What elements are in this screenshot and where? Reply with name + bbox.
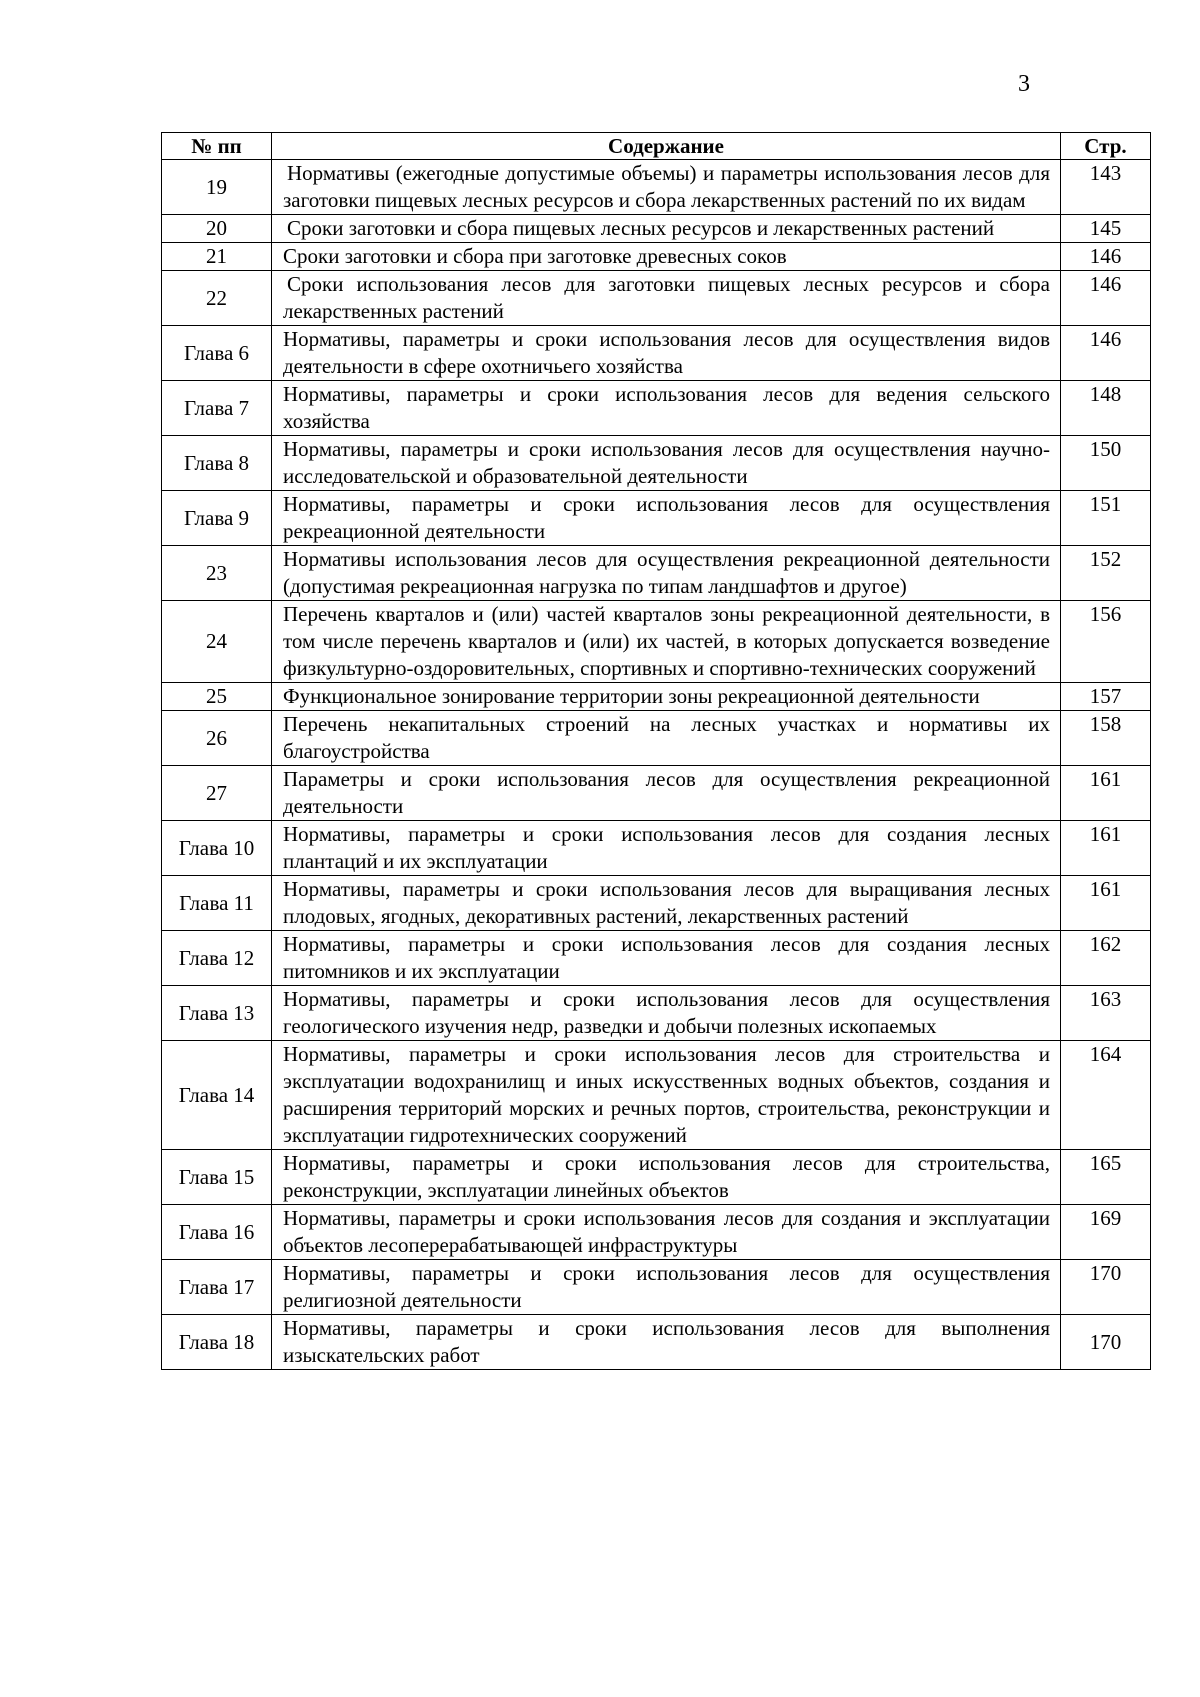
contents-table <box>161 132 1151 1370</box>
table-row <box>162 1315 1151 1370</box>
row-content: Нормативы, параметры и сроки использования лесов для создания лесных питомников и их эксплуатации <box>272 931 1061 986</box>
table-row <box>162 766 1151 821</box>
row-page: 148 <box>1061 381 1151 436</box>
row-content: Перечень кварталов и (или) частей кварталов зоны рекреационной деятельности, в том числе перечень кварталов и (или) их частей, в которых допускается возведение физкультурно-оздоровительных, спортивных и спортивно-технических сооружений <box>272 601 1061 683</box>
row-page: 162 <box>1061 931 1151 986</box>
row-page: 145 <box>1061 215 1151 243</box>
row-num: Глава 11 <box>162 876 272 931</box>
row-num: 26 <box>162 711 272 766</box>
row-content: Нормативы, параметры и сроки использования лесов для осуществления геологического изучения недр, разведки и добычи полезных ископаемых <box>272 986 1061 1041</box>
row-page: 161 <box>1061 766 1151 821</box>
row-num: Глава 14 <box>162 1041 272 1150</box>
row-num: Глава 10 <box>162 821 272 876</box>
row-page: 150 <box>1061 436 1151 491</box>
row-num: Глава 15 <box>162 1150 272 1205</box>
table-row <box>162 683 1151 711</box>
row-content: Нормативы, параметры и сроки использования лесов для выполнения изыскательских работ <box>272 1315 1061 1370</box>
table-row <box>162 160 1151 215</box>
row-content: Сроки заготовки и сбора пищевых лесных ресурсов и лекарственных растений <box>272 215 1061 243</box>
row-content: Нормативы использования лесов для осуществления рекреационной деятельности (допустимая рекреационная нагрузка по типам ландшафтов и другое) <box>272 546 1061 601</box>
row-page: 146 <box>1061 326 1151 381</box>
row-content: Нормативы, параметры и сроки использования лесов для строительства, реконструкции, эксплуатации линейных объектов <box>272 1150 1061 1205</box>
table-row <box>162 876 1151 931</box>
row-num: 25 <box>162 683 272 711</box>
row-page: 143 <box>1061 160 1151 215</box>
row-num: Глава 12 <box>162 931 272 986</box>
table-row <box>162 821 1151 876</box>
row-num: 24 <box>162 601 272 683</box>
table-row <box>162 1260 1151 1315</box>
row-content: Нормативы (ежегодные допустимые объемы) и параметры использования лесов для заготовки пищевых лесных ресурсов и сбора лекарственных растений по их видам <box>272 160 1061 215</box>
row-num: Глава 6 <box>162 326 272 381</box>
row-page: 156 <box>1061 601 1151 683</box>
header-num: № пп <box>162 133 272 160</box>
row-content: Сроки использования лесов для заготовки пищевых лесных ресурсов и сбора лекарственных растений <box>272 271 1061 326</box>
row-num: Глава 18 <box>162 1315 272 1370</box>
row-num: 27 <box>162 766 272 821</box>
row-num: 21 <box>162 243 272 271</box>
table-row <box>162 381 1151 436</box>
table-row <box>162 1041 1151 1150</box>
row-content: Нормативы, параметры и сроки использования лесов для осуществления рекреационной деятельности <box>272 491 1061 546</box>
table-row <box>162 986 1151 1041</box>
table-row <box>162 326 1151 381</box>
table-row <box>162 1205 1151 1260</box>
row-content: Параметры и сроки использования лесов для осуществления рекреационной деятельности <box>272 766 1061 821</box>
table-row <box>162 546 1151 601</box>
row-page: 165 <box>1061 1150 1151 1205</box>
row-num: 19 <box>162 160 272 215</box>
row-page: 146 <box>1061 271 1151 326</box>
row-num: Глава 16 <box>162 1205 272 1260</box>
row-page: 161 <box>1061 821 1151 876</box>
table-row <box>162 931 1151 986</box>
header-content: Содержание <box>272 133 1061 160</box>
table-row <box>162 436 1151 491</box>
row-page: 157 <box>1061 683 1151 711</box>
table-row <box>162 601 1151 683</box>
row-content: Нормативы, параметры и сроки использования лесов для создания лесных плантаций и их эксплуатации <box>272 821 1061 876</box>
row-content: Нормативы, параметры и сроки использования лесов для создания и эксплуатации объектов лесоперерабатывающей инфраструктуры <box>272 1205 1061 1260</box>
row-page: 170 <box>1061 1260 1151 1315</box>
row-page: 161 <box>1061 876 1151 931</box>
row-content: Функциональное зонирование территории зоны рекреационной деятельности <box>272 683 1061 711</box>
row-content: Нормативы, параметры и сроки использования лесов для осуществления видов деятельности в сфере охотничьего хозяйства <box>272 326 1061 381</box>
table-row <box>162 711 1151 766</box>
row-page: 163 <box>1061 986 1151 1041</box>
row-num: 22 <box>162 271 272 326</box>
row-num: Глава 9 <box>162 491 272 546</box>
row-page: 158 <box>1061 711 1151 766</box>
row-page: 170 <box>1061 1315 1151 1370</box>
row-content: Нормативы, параметры и сроки использования лесов для выращивания лесных плодовых, ягодных, декоративных растений, лекарственных растений <box>272 876 1061 931</box>
table-row <box>162 1150 1151 1205</box>
row-content: Нормативы, параметры и сроки использования лесов для осуществления научно-исследовательской и образовательной деятельности <box>272 436 1061 491</box>
page-number: 3 <box>1018 71 1030 97</box>
row-num: Глава 13 <box>162 986 272 1041</box>
row-page: 152 <box>1061 546 1151 601</box>
header-page: Стр. <box>1061 133 1151 160</box>
row-page: 151 <box>1061 491 1151 546</box>
row-content: Нормативы, параметры и сроки использования лесов для ведения сельского хозяйства <box>272 381 1061 436</box>
row-num: 23 <box>162 546 272 601</box>
row-page: 164 <box>1061 1041 1151 1150</box>
row-page: 146 <box>1061 243 1151 271</box>
row-num: 20 <box>162 215 272 243</box>
table-row <box>162 243 1151 271</box>
row-content: Перечень некапитальных строений на лесных участках и нормативы их благоустройства <box>272 711 1061 766</box>
row-content: Сроки заготовки и сбора при заготовке древесных соков <box>272 243 1061 271</box>
row-content: Нормативы, параметры и сроки использования лесов для осуществления религиозной деятельности <box>272 1260 1061 1315</box>
row-num: Глава 17 <box>162 1260 272 1315</box>
row-content: Нормативы, параметры и сроки использования лесов для строительства и эксплуатации водохранилищ и иных искусственных водных объектов, создания и расширения территорий морских и речных портов, строительства, реконструкции и эксплуатации гидротехнических сооружений <box>272 1041 1061 1150</box>
table-header-row <box>162 133 1151 160</box>
table-row <box>162 215 1151 243</box>
row-page: 169 <box>1061 1205 1151 1260</box>
table-row <box>162 491 1151 546</box>
table-row <box>162 271 1151 326</box>
row-num: Глава 8 <box>162 436 272 491</box>
row-num: Глава 7 <box>162 381 272 436</box>
